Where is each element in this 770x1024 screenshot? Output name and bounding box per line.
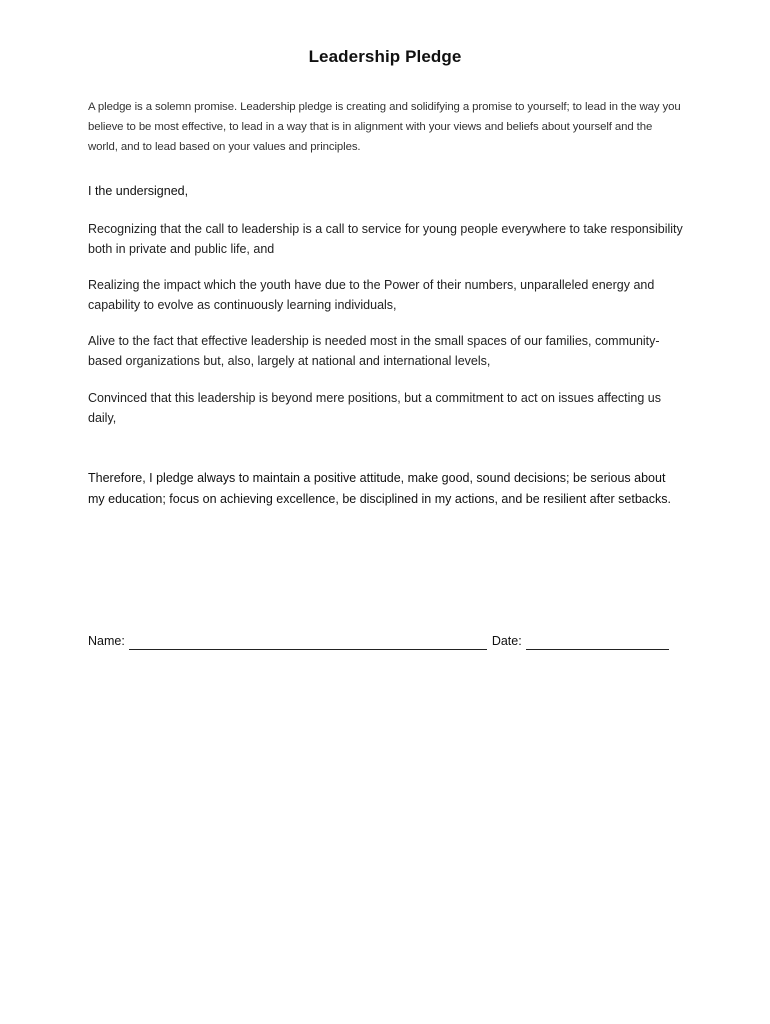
alive-paragraph: Alive to the fact that effective leadership is needed most in the small spaces of our families, community-based organizations but, also, largely at national and international levels, xyxy=(88,334,660,368)
name-label: Name: xyxy=(88,634,125,648)
name-signature-line[interactable] xyxy=(129,634,487,650)
convinced-paragraph: Convinced that this leadership is beyond mere positions, but a commitment to act on issues affecting us daily, xyxy=(88,391,661,425)
intro-paragraph: A pledge is a solemn promise. Leadership pledge is creating and solidifying a promise to yourself; to lead in the way you believe to be most effective, to lead in a way that is in alignment with your views and beliefs about yourself and the world, and to lead based on your values and principles. xyxy=(88,101,681,153)
date-signature-line[interactable] xyxy=(526,634,669,650)
realizing-paragraph: Realizing the impact which the youth have due to the Power of their numbers, unparalleled energy and capability to evolve as continuously learning individuals, xyxy=(88,278,655,312)
signature-row xyxy=(88,632,684,650)
pledge-paragraph: Therefore, I pledge always to maintain a positive attitude, make good, sound decisions; be serious about my education; focus on achieving excellence, be disciplined in my actions, and be resilient after setbacks. xyxy=(88,471,671,506)
recognizing-paragraph: Recognizing that the call to leadership is a call to service for young people everywhere to take responsibility both in private and public life, and xyxy=(88,222,683,256)
date-label: Date: xyxy=(491,634,522,648)
document-title: Leadership Pledge xyxy=(308,47,462,66)
undersigned-line: I the undersigned, xyxy=(88,184,189,198)
